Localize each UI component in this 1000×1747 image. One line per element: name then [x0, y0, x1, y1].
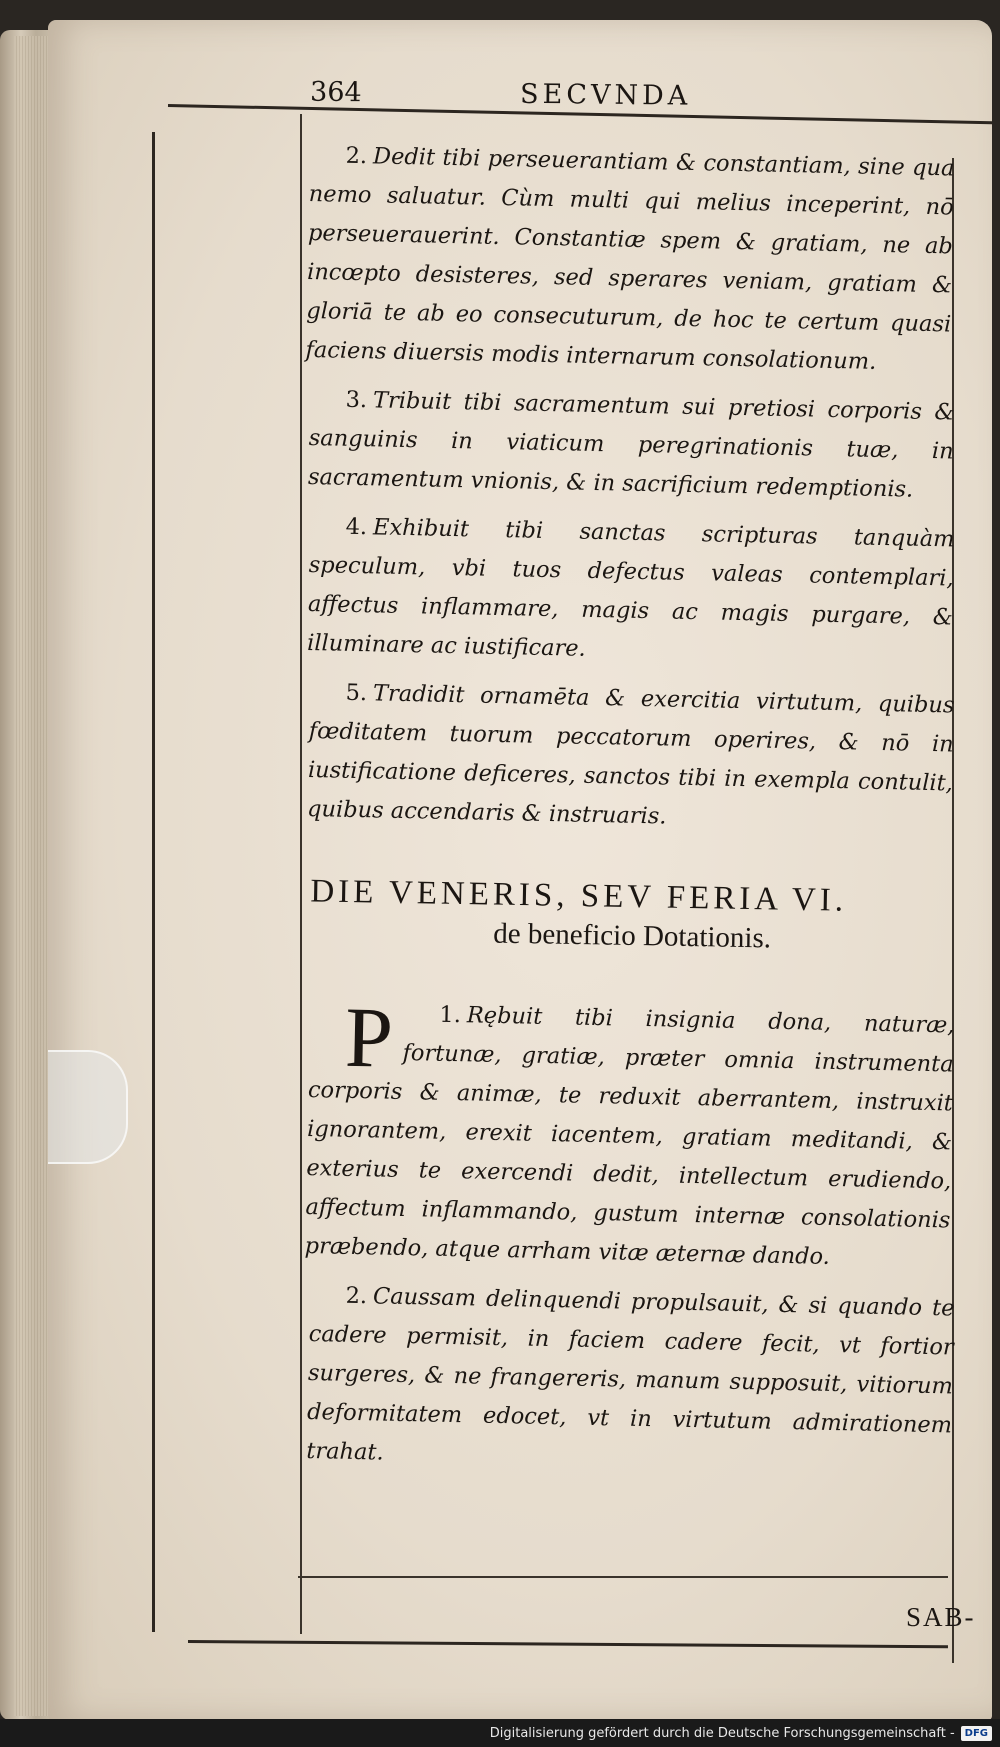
- paragraph-number: 3.: [345, 386, 368, 414]
- paragraph-text: Caussam delinquendi propulsauit, & si quando te cadere permisit, in faciem cadere fecit, vt fortior surgeres, & ne frangereris, manum supposuit, vitiorum deformitatem edocet, vt in virtutum admirationem trahat.: [306, 1283, 955, 1466]
- paragraph-1-dotationis: [304, 988, 955, 1279]
- drop-cap: P: [344, 988, 394, 1086]
- paragraph-number: 2.: [345, 1282, 368, 1310]
- digitization-footer: [0, 1719, 1000, 1747]
- dfg-logo: DFG: [961, 1726, 992, 1741]
- paragraph-2-dotationis: [306, 1276, 955, 1484]
- paragraph-text: Exhibuit tibi sanctas scripturas tanquàm speculum, vbi tuos defectus valeas contemplari, affectus inflammare, magis ac magis purgare, & illuminare ac iustificare.: [306, 514, 955, 662]
- text-frame-left-rule: [300, 114, 302, 1634]
- section-heading: [309, 873, 955, 958]
- section-title: DIE VENERIS, SEV FERIA VI.: [310, 873, 848, 919]
- text-frame-bottom-rule: [298, 1576, 948, 1578]
- outer-margin-rule: [152, 132, 155, 1632]
- page-number: 364: [309, 76, 362, 109]
- foot-rule: [188, 1640, 948, 1648]
- paragraph-text: Tribuit tibi sacramentum sui pretiosi corporis & sanguinis in viaticum peregrinationis tuæ, in sacramentum vnionis, & in sacrificium redemptionis.: [307, 387, 955, 503]
- paragraph-5: [307, 673, 955, 842]
- paragraph-2: [305, 136, 955, 383]
- paragraph-text: Dedit tibi perseuerantiam & constantiam, sine qua nemo saluatur. Cùm multi qui melius inceperint, nō perseuerauerint. Constantiæ spem & gratiam, ne ab incœpto desisteres, sed sperares veniam, gratiam & gloriā te ab eo consecuturum, de hoc te certum quasi faciens diuersis modis internarum consolationum.: [305, 143, 955, 375]
- book-page: [48, 20, 992, 1720]
- paragraph-text: Tradidit ornamēta & exercitia virtutum, quibus fœditatem tuorum peccatorum operires, & nō in iustificatione deficeres, sanctos tibi in exempla contulit, quibus accendaris & instruaris.: [306, 680, 955, 830]
- page-tab-marker: [48, 1050, 128, 1164]
- paragraph-number: 2.: [345, 142, 368, 170]
- running-head: SECVNDA: [519, 78, 692, 112]
- paragraph-number: 5.: [345, 679, 368, 707]
- paragraph-4: [307, 507, 955, 676]
- paragraph-text: Rębuit tibi insignia dona, naturæ, fortunæ, gratiæ, præter omnia instrumenta corporis & animæ, te reduxit aberrantem, instruxit ignorantem, erexit iacentem, gratiam meditandi, & exterius te exercendi dedit, intellectum erudiendo, affectum inflammando, gustum internæ consolationis præbendo, atque arrham vitæ æternæ dando.: [304, 1002, 955, 1270]
- footer-credit: Digitalisierung gefördert durch die Deutsche Forschungsgemeinschaft -: [489, 1725, 955, 1741]
- page-header: [310, 77, 956, 140]
- paragraph-3: [308, 380, 955, 510]
- section-subtitle: de beneficio Dotationis.: [492, 917, 772, 955]
- catchword: SAB-: [906, 1602, 976, 1632]
- paragraph-number: 4.: [345, 513, 368, 541]
- paragraph-number: 1.: [439, 1001, 462, 1029]
- text-block: [304, 76, 955, 1481]
